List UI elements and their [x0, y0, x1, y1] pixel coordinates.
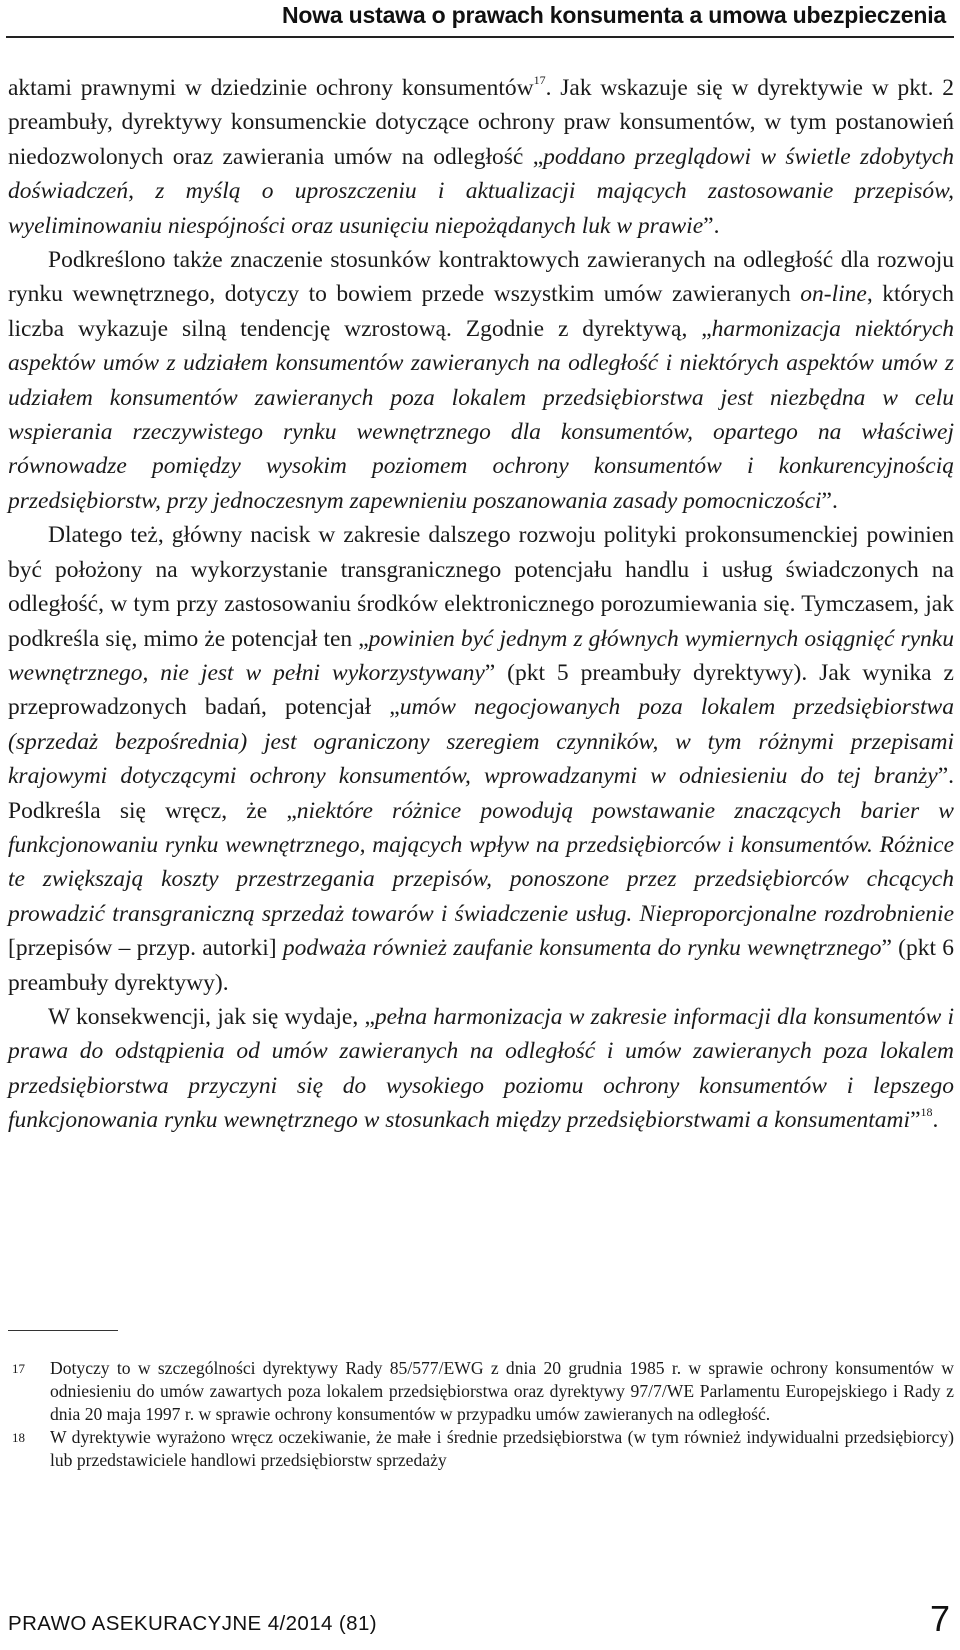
emphasis-run: on-line [800, 281, 867, 308]
footnote-number: 18 [12, 1430, 25, 1445]
text-run: , których liczba wykazuje silną tendencję wzrostową. Zgodnie z dyrektywą, „ [8, 281, 954, 342]
footnote-text: W dyrektywie wyrażono wręcz oczekiwanie, że małe i średnie przedsiębiorstwa (w tym również indywidualni przedsiębiorcy) lub przedstawiciele handlowi przedsiębiorstw sprzedaży [50, 1427, 954, 1470]
footnote-ref-18[interactable]: 18 [920, 1105, 933, 1120]
text-run: . [932, 1107, 939, 1134]
text-run: W konsekwencji, jak się wydaje, „ [48, 1003, 375, 1030]
text-run: ”. [821, 487, 838, 514]
text-run: Podkreślono także znaczenie stosunków kontraktowych zawieranych na odległość dla rozwoju rynku wewnętrznego, dotyczy to bowiem przede wszystkim umów zawieranych [8, 247, 954, 308]
running-header-title: Nowa ustawa o prawach konsumenta a umowa ubezpieczenia [281, 2, 946, 28]
text-run: Dlatego też, główny nacisk w zakresie dalszego rozwoju polityki prokonsumenckiej powinien być położony na wykorzystanie transgranicznego potencjału handlu i usług świadczonych na odległość, w tym przy zastosowaniu środków elektronicznego porozumiewania się. Tymczasem, jak podkreśla się, mimo że potencjał ten „ [8, 522, 954, 652]
footnotes [8, 1357, 954, 1472]
text-run: ”. Podkreśla się wręcz, że „ [8, 763, 954, 824]
quote-run: poddano przeglądowi w świetle zdobytych doświadczeń, z myślą o uproszczeniu i aktualizacji mających zastosowanie przepisów, wyeliminowaniu niespójności oraz usunięciu niepożądanych luk w prawie [8, 143, 954, 239]
paragraph-3 [8, 518, 954, 1000]
quote-run: harmonizacja niektórych aspektów umów z udziałem konsumentów zawieranych na odległość i niektórych aspektów umów z udziałem konsumentów zawieranych poza lokalem przedsiębiorstwa jest niezbędna w celu wspierania rzeczywistego rynku wewnętrznego dla konsumentów, opartego na właściwej równowadze pomiędzy wysokim poziomem ochrony konsumentów i konkurencyjnością przedsiębiorstw, przy jednoczesnym zapewnieniu poszanowania zasady pomocniczości [8, 315, 954, 514]
text-run: ” (pkt 5 preambuły dyrektywy). Jak wynika z przeprowadzonych badań, potencjał „ [8, 659, 954, 721]
journal-footer: PRAWO ASEKURACYJNE 4/2014 (81) [8, 1612, 377, 1635]
running-header [0, 0, 960, 40]
text-run: ”. [703, 212, 720, 239]
text-run: [przepisów – przyp. autorki] [8, 935, 283, 962]
footnote-rule [8, 1330, 118, 1331]
quote-run: umów negocjowanych poza lokalem przedsiębiorstwa (sprzedaż bezpośrednia) jest ograniczony szeregiem czynników, w tym różnymi przepisami krajowymi dotyczącymi ochrony konsumentów, wprowadzanymi w odniesieniu do tej branży [8, 694, 954, 790]
footnote-18 [8, 1426, 954, 1472]
text-run: aktami prawnymi w dziedzinie ochrony konsumentów [8, 75, 534, 101]
text-run: . Jak wskazuje się w dyrektywie w pkt. 2 preambuły, dyrektywy konsumenckie dotyczące ochrony praw konsumentów, w tym postanowień niedozwolonych oraz zawierania umów na odległość „ [8, 75, 954, 170]
paragraph-1 [8, 71, 954, 243]
text-run: ” (pkt 6 preambuły dyrektywy). [8, 935, 954, 996]
footnote-ref-17[interactable]: 17 [533, 73, 546, 87]
quote-run: pełna harmonizacja w zakresie informacji dla konsumentów i prawa do odstąpienia od umów zawieranych na odległość i umów zawieranych poza lokalem przedsiębiorstwa przyczyni się do wysokiego poziomu ochrony konsumentów i lepszego funkcjonowania rynku wewnętrznego w stosunkach między przedsiębiorstwami a konsumentami [8, 1003, 955, 1134]
quote-run: podważa również zaufanie konsumenta do rynku wewnętrznego [282, 935, 882, 962]
footnote-17 [8, 1357, 954, 1426]
page-number: 7 [929, 1598, 950, 1639]
paragraph-2 [8, 243, 954, 518]
paragraph-4 [8, 1000, 954, 1138]
quote-run: powinien być jednym z głównych wymiernych osiągnięć rynku wewnętrznego, nie jest w pełni wykorzystywany [8, 625, 954, 686]
body-text [8, 71, 954, 1138]
footnote-text: Dotyczy to w szczególności dyrektywy Rady 85/577/EWG z dnia 20 grudnia 1985 r. w sprawie ochrony konsumentów w odniesieniu do umów zawartych poza lokalem przedsiębiorstwa oraz dyrektywy 97/7/WE Parlamentu Europejskiego i Rady z dnia 20 maja 1997 r. w sprawie ochrony konsumentów w przypadku umów zawieranych na odległość. [50, 1358, 954, 1424]
footnote-number: 17 [12, 1361, 25, 1376]
quote-run: niektóre różnice powodują powstawanie znaczących barier w funkcjonowaniu rynku wewnętrznego, mających wpływ na przedsiębiorców i konsumentów. Różnice te zwiększają koszty przestrzegania przepisów, ponoszone przez przedsiębiorców chcących prowadzić transgraniczną sprzedaż towarów i świadczenie usług. Nieproporcjonalne rozdrobnienie [8, 797, 954, 927]
header-rule [6, 36, 954, 38]
text-run: ” [910, 1107, 921, 1134]
